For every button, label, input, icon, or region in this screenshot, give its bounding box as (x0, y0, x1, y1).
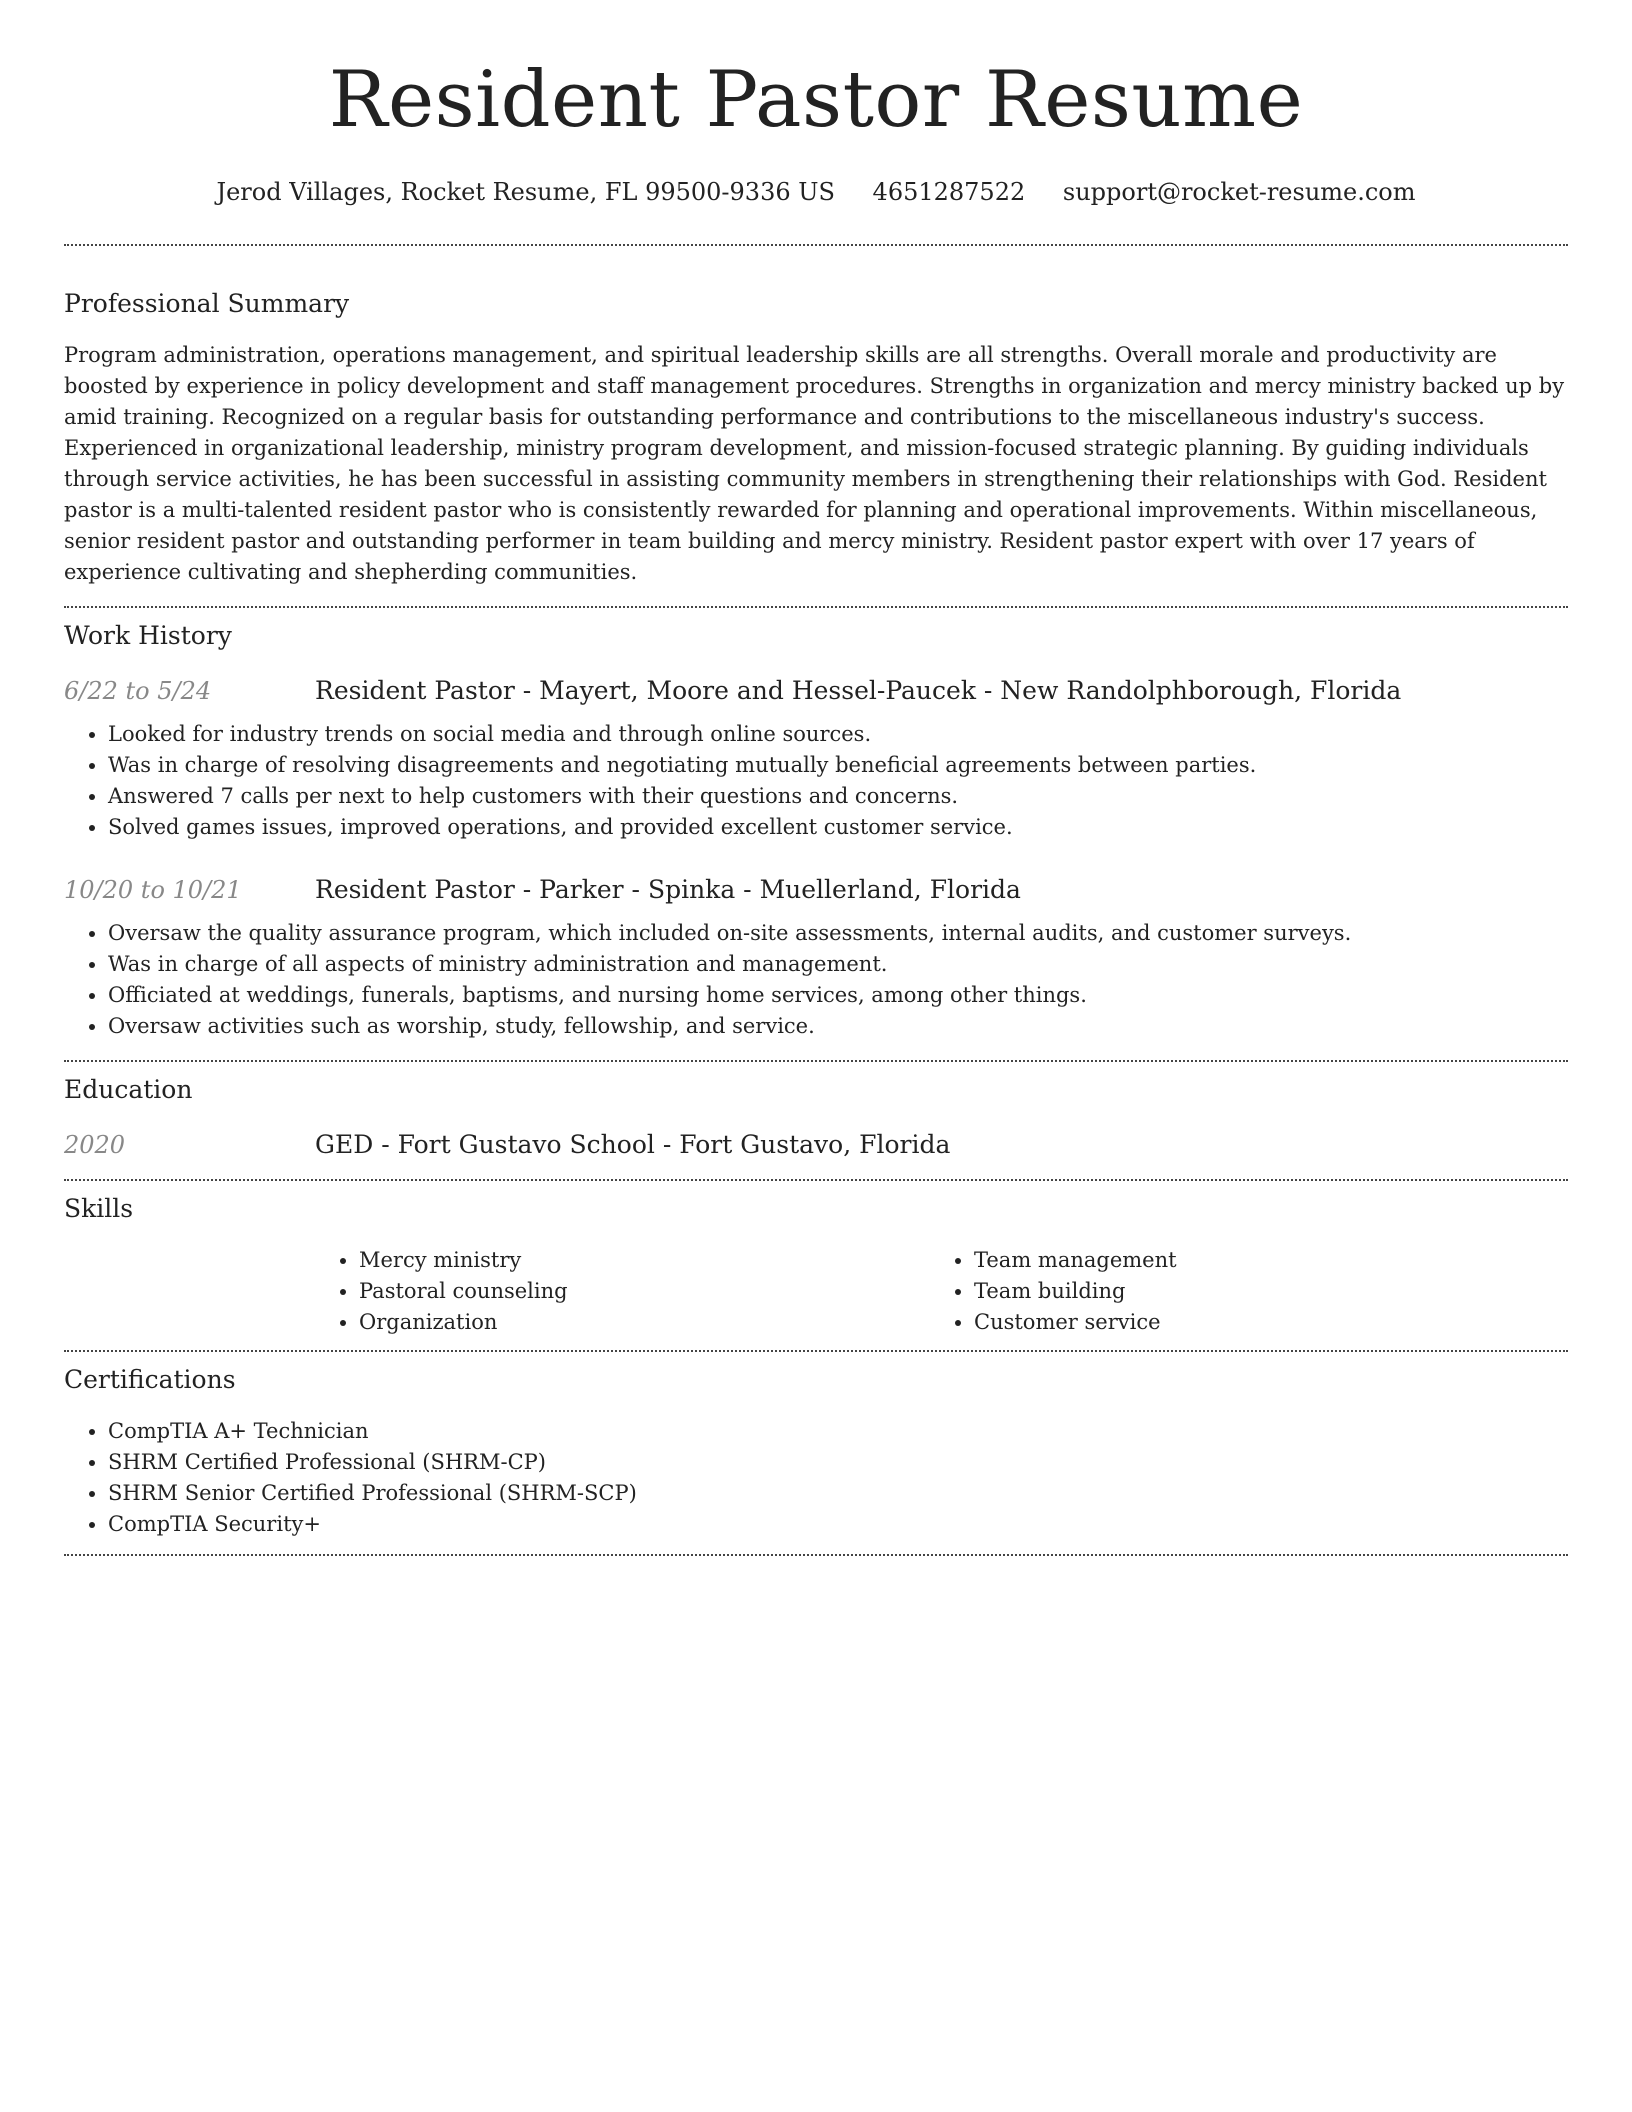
contact-line (64, 176, 1568, 208)
job-bullet: • Was in charge of resolving disagreements and negotiating mutually beneficial agreements between parties. (108, 750, 1568, 781)
work-history-section (64, 620, 1568, 1042)
divider (64, 1179, 1568, 1181)
job-dates: 10/20 to 10/21 (64, 876, 242, 904)
skills-list (315, 1245, 930, 1338)
summary-section (64, 288, 1568, 588)
job-header (64, 875, 1568, 904)
skills-column-right (930, 1245, 1545, 1338)
certification-item: • CompTIA A+ Technician (108, 1416, 1568, 1447)
skill-item: • Customer service (974, 1307, 1545, 1338)
contact-address: Jerod Villages, Rocket Resume, FL 99500-9336 US (216, 178, 835, 206)
contact-phone: 4651287522 (872, 178, 1026, 206)
job-bullet: • Solved games issues, improved operations, and provided excellent customer service. (108, 812, 1568, 843)
certifications-section (64, 1364, 1568, 1540)
job-bullet: • Looked for industry trends on social media and through online sources. (108, 719, 1568, 750)
job-dates: 6/22 to 5/24 (64, 677, 212, 705)
divider (64, 244, 1568, 246)
job-bullet: • Was in charge of all aspects of ministry administration and management. (108, 949, 1568, 980)
summary-text: Program administration, operations management, and spiritual leadership skills are all strengths. Overall morale and productivity are boosted by experience in policy development and staff management procedures. Strengths in organization and mercy ministry backed up by amid training. Recognized on a regular basis for outstanding performance and contributions to the miscellaneous industry's success. Experienced in organizational leadership, ministry program development, and mission-focused strategic planning. By guiding individuals through service activities, he has been successful in assisting community members in strengthening their relationships with God. Resident pastor is a multi-talented resident pastor who is consistently rewarded for planning and operational improvements. Within miscellaneous, senior resident pastor and outstanding performer in team building and mercy ministry. Resident pastor expert with over 17 years of experience cultivating and shepherding communities. (64, 343, 1565, 584)
summary-heading: Professional Summary (64, 289, 350, 318)
certifications-list (64, 1416, 1568, 1540)
education-year: 2020 (64, 1131, 126, 1159)
divider (64, 1060, 1568, 1062)
job-bullets (64, 719, 1568, 843)
skills-column-left (315, 1245, 930, 1338)
education-section (64, 1074, 1568, 1159)
work-history-heading: Work History (64, 621, 232, 650)
divider (64, 1350, 1568, 1352)
skill-item: • Mercy ministry (359, 1245, 930, 1276)
job-entry (64, 676, 1568, 843)
certification-item: • SHRM Certified Professional (SHRM-CP) (108, 1447, 1568, 1478)
job-entry (64, 875, 1568, 1042)
job-header (64, 676, 1568, 705)
skills-grid (315, 1245, 1568, 1338)
job-title: Resident Pastor - Parker - Spinka - Muellerland, Florida (315, 875, 1021, 904)
contact-email: support@rocket-resume.com (1062, 178, 1416, 206)
education-degree: GED - Fort Gustavo School - Fort Gustavo, Florida (315, 1130, 951, 1159)
job-bullet: • Officiated at weddings, funerals, baptisms, and nursing home services, among other things. (108, 980, 1568, 1011)
education-heading: Education (64, 1075, 193, 1104)
divider (64, 606, 1568, 608)
divider (64, 1554, 1568, 1556)
skill-item: • Organization (359, 1307, 930, 1338)
skill-item: • Pastoral counseling (359, 1276, 930, 1307)
job-bullet: • Oversaw the quality assurance program, which included on-site assessments, internal audits, and customer surveys. (108, 918, 1568, 949)
skills-list (930, 1245, 1545, 1338)
job-bullet: • Answered 7 calls per next to help customers with their questions and concerns. (108, 781, 1568, 812)
resume-title: Resident Pastor Resume (328, 55, 1304, 145)
certification-item: • SHRM Senior Certified Professional (SHRM-SCP) (108, 1478, 1568, 1509)
skill-item: • Team management (974, 1245, 1545, 1276)
skills-section (64, 1193, 1568, 1338)
job-bullets (64, 918, 1568, 1042)
job-title: Resident Pastor - Mayert, Moore and Hessel-Paucek - New Randolphborough, Florida (315, 676, 1402, 705)
skill-item: • Team building (974, 1276, 1545, 1307)
certifications-heading: Certifications (64, 1365, 236, 1394)
job-bullet: • Oversaw activities such as worship, study, fellowship, and service. (108, 1011, 1568, 1042)
education-entry (64, 1130, 1568, 1159)
skills-heading: Skills (64, 1194, 134, 1223)
certification-item: • CompTIA Security+ (108, 1509, 1568, 1540)
